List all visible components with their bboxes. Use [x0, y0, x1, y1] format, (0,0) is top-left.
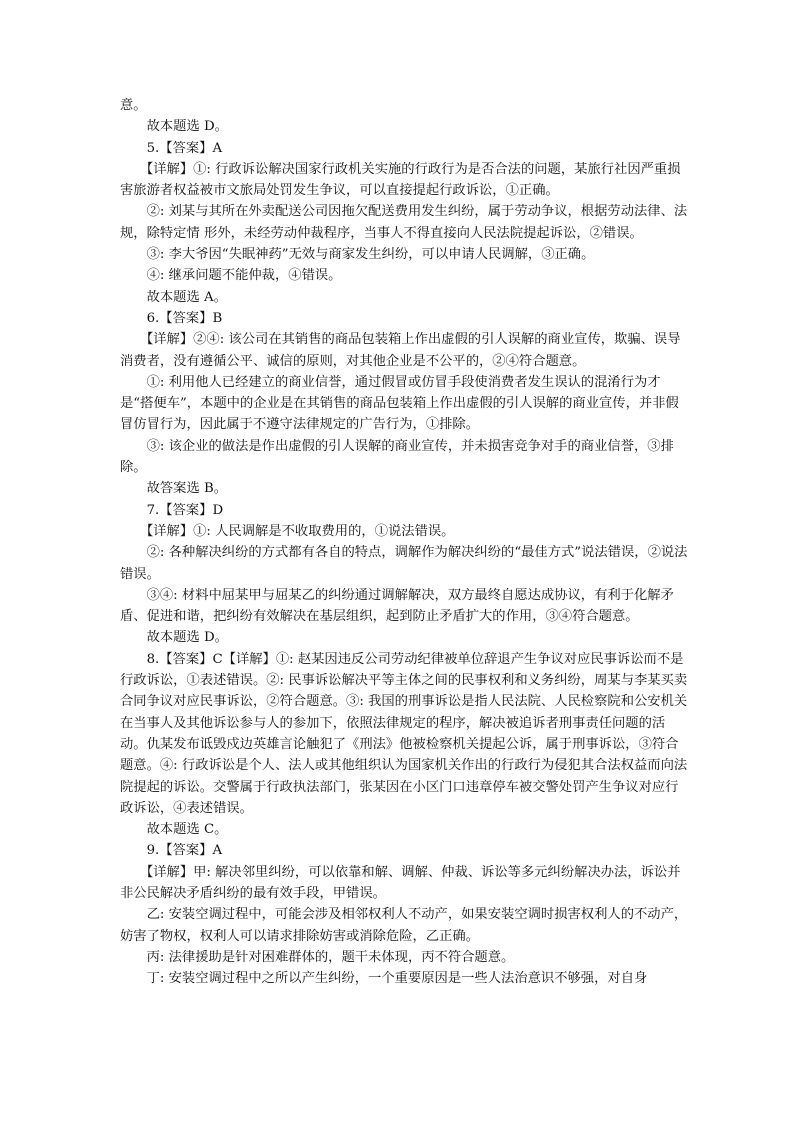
explanation-paragraph: 【详解】①: 行政诉讼解决国家行政机关实施的行政行为是否合法的问题，某旅行社因严重损害旅游者权益被市文旅局处罚发生争议，可以直接提起行政诉讼，①正确。 [120, 161, 681, 199]
explanation-paragraph: ③: 李大爷因“失眠神药”无效与商家发生纠纷，可以申请人民调解，③正确。 [146, 247, 595, 263]
answer-heading-6: 6.【答案】B [146, 310, 223, 326]
explanation-paragraph: ③: 该企业的做法是作出虚假的引人误解的商业宣传，并未损害竞争对手的商业信誉，③排除。 [120, 438, 674, 476]
answer-heading-7: 7.【答案】D [146, 502, 224, 518]
explanation-paragraph: 【详解】②④: 该公司在其销售的商品包装箱上作出虚假的引人误解的商业宣传，欺骗、误导消费者，没有遵循公平、诚信的原则，对其他企业是不公平的，②④符合题意。 [120, 332, 681, 369]
conclusion-line: 故本题选 C。 [146, 822, 228, 838]
explanation-paragraph: ②: 各种解决纠纷的方式都有各自的特点，调解作为解决纠纷的“最佳方式”说法错误，②说法错误。 [120, 545, 688, 582]
explanation-paragraph: 丁: 安装空调过程中之所以产生纠纷，一个重要原因是一些人法治意识不够强，对自身 [146, 971, 648, 987]
answer-heading-5: 5.【答案】A [146, 140, 223, 156]
explanation-paragraph: 丙: 法律援助是针对困难群体的，题干未体现，丙不符合题意。 [146, 949, 515, 965]
paragraph: 意。 [120, 98, 147, 113]
explanation-paragraph: ①: 利用他人已经建立的商业信誉，通过假冒或仿冒手段使消费者发生误认的混淆行为才是“搭便车”，本题中的企业是在其销售的商品包装箱上作出虚假的引人误解的商业宣传，并非假冒仿冒行为，因此属于不遵守法律规定的广告行为，①排除。 [120, 374, 679, 433]
conclusion-line: 故答案选 B。 [146, 481, 228, 497]
explanation-paragraph: ④: 继承问题不能仲裁，④错误。 [146, 268, 342, 284]
explanation-paragraph: 【详解】①: 人民调解是不收取费用的，①说法错误。 [139, 523, 455, 539]
document-page [120, 95, 690, 989]
conclusion-line: 故本题选 A。 [146, 289, 227, 305]
answer-heading-9: 9.【答案】A [146, 843, 223, 859]
answer-heading-8: 8.【答案】C【详解】①: 赵某因违反公司劳动纪律被单位辞退产生争议对应民事诉讼而不是行政诉讼，①表述错误。②: 民事诉讼解决平等主体之间的民事权利和义务纠纷，周某与李某买卖合同争议对应民事诉讼，②符合题意。③: 我国的刑事诉讼是指人民法院、人民检察院和公安机关在当事人及其他诉讼参与人的参加下，依照法律规定的程序，解决被追诉者刑事责任问题的活动。仇某发布诋毁戍边英雄言论触犯了《刑法》他被检察机关提起公诉，属于刑事诉讼，③符合题意。④: 行政诉讼是个人、法人或其他组织认为国家机关作出的行政行为侵犯其合法权益而向法院提起的诉讼。交警属于行政执法部门，张某因在小区门口违章停车被交警处罚产生争议对应行政诉讼，④表述错误。 [120, 651, 688, 816]
explanation-paragraph: 乙: 安装空调过程中，可能会涉及相邻权利人不动产，如果安装空调时损害权利人的不动产，妨害了物权，权利人可以请求排除妨害或消除危险，乙正确。 [120, 907, 688, 944]
explanation-paragraph: 【详解】甲: 解决邻里纠纷，可以依靠和解、调解、仲裁、诉讼等多元纠纷解决办法，诉讼并非公民解决矛盾纠纷的最有效手段，甲错误。 [120, 864, 681, 901]
explanation-paragraph: ③④: 材料中屈某甲与屈某乙的纠纷通过调解解决，双方最终自愿达成协议，有利于化解矛盾、促进和谐，把纠纷有效解决在基层组织，起到防止矛盾扩大的作用，③④符合题意。 [120, 587, 674, 625]
conclusion-line: 故本题选 D。 [146, 119, 228, 135]
explanation-paragraph: ②: 刘某与其所在外卖配送公司因拖欠配送费用发生纠纷，属于劳动争议，根据劳动法律、法规，除特定情 形外，未经劳动仲裁程序，当事人不得直接向人民法院提起诉讼，②错误。 [120, 204, 688, 241]
conclusion-line: 故本题选 D。 [146, 630, 228, 646]
